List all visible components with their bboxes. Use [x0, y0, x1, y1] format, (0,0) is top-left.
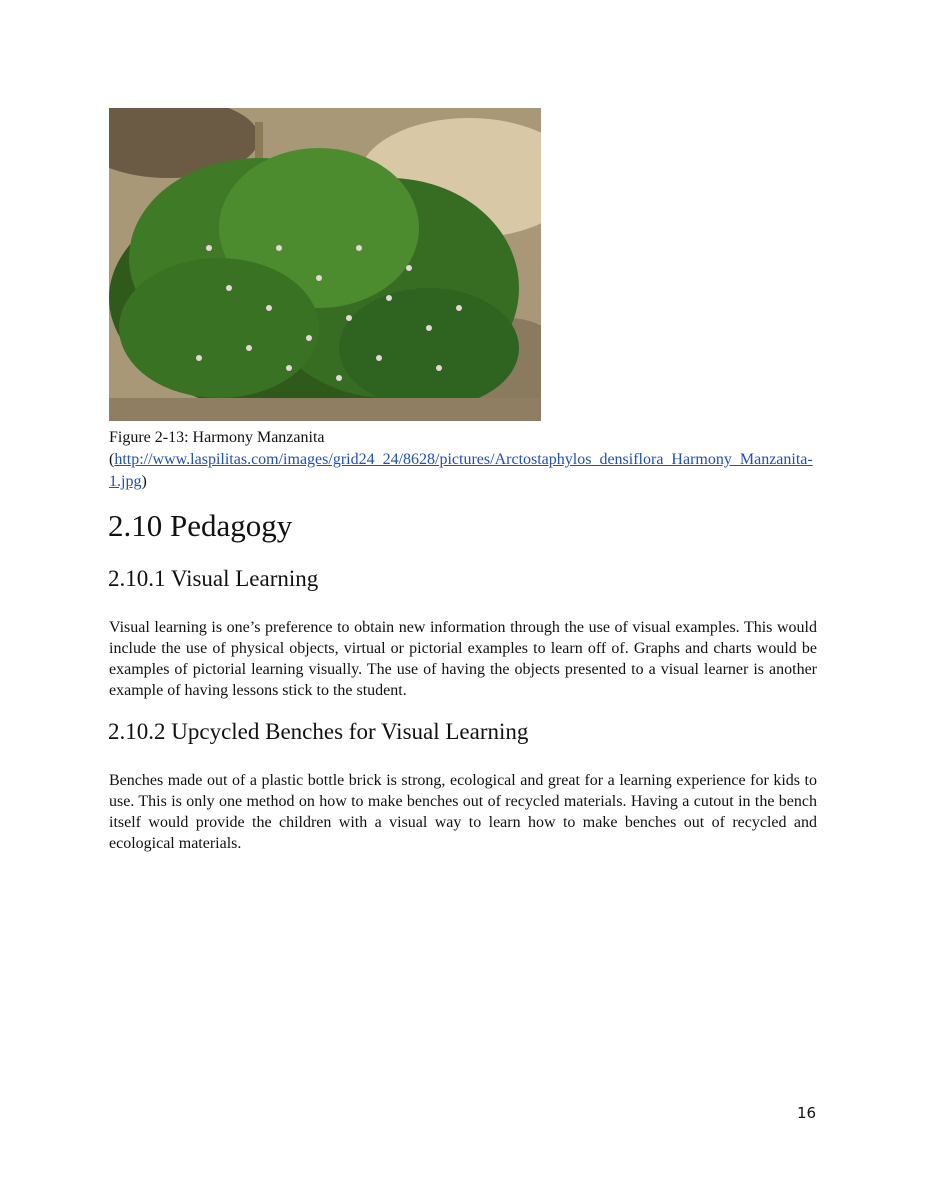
paren-close: ) [141, 473, 147, 490]
section-title: 2.10 Pedagogy [108, 508, 293, 543]
subsection-title-visual-learning: 2.10.1 Visual Learning [108, 566, 319, 591]
figure-source [109, 449, 821, 493]
paragraph-upcycled-benches: Benches made out of a plastic bottle brick is strong, ecological and great for a learning experience for kids to use. This is only one method on how to make benches out of recycled materials. Having a cutout in the bench itself would provide the children with a visual way to learn how to make benches out of recycled and ecological materials. [109, 772, 817, 852]
page-number: 16 [797, 1104, 817, 1122]
shrub-illustration [109, 108, 541, 421]
figure-caption-label: Figure 2-13: Harmony Manzanita [109, 429, 325, 446]
subsection-title-upcycled-benches: 2.10.2 Upcycled Benches for Visual Learning [108, 719, 529, 744]
figure-source-link[interactable]: http://www.laspilitas.com/images/grid24_24/8628/pictures/Arctostaphylos_densiflora_Harmony_Manzanita-1.jpg [109, 451, 813, 490]
paragraph-visual-learning: Visual learning is one’s preference to obtain new information through the use of visual examples. This would include the use of physical objects, virtual or pictorial examples to learn off of. Graphs and charts would be examples of pictorial learning visually. The use of having the objects presented to a visual learner is another example of having lessons stick to the student. [109, 619, 817, 699]
figure-caption [109, 427, 821, 493]
paren-open: ( [109, 451, 115, 468]
harmony-manzanita-photo [109, 108, 541, 421]
